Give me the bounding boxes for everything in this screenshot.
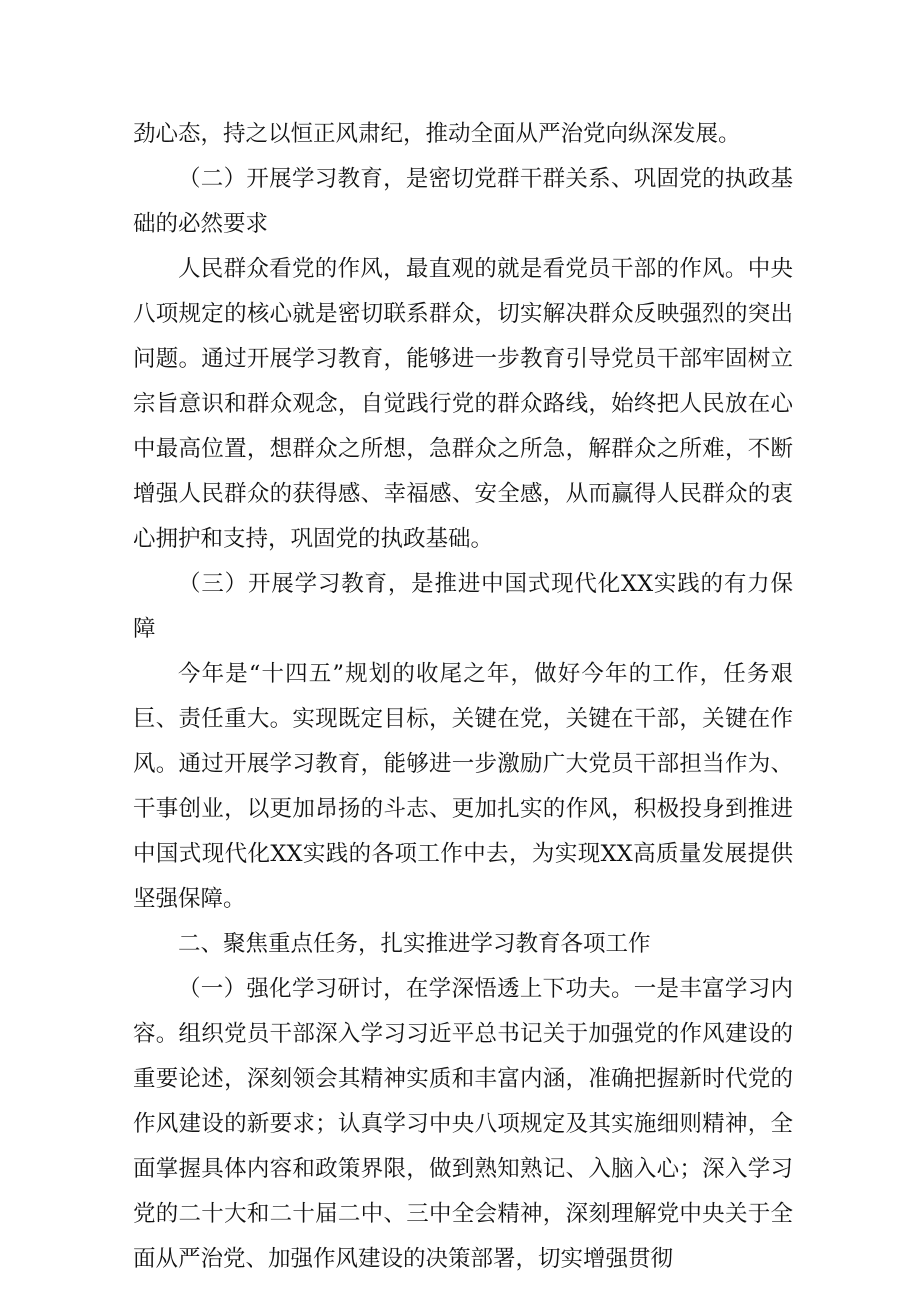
- paragraph-continuation: 劲心态，持之以恒正风肃纪，推动全面从严治党向纵深发展。: [133, 121, 741, 147]
- paragraph-body: （一）强化学习研讨，在学深悟透上下功夫。一是丰富学习内容。组织党员干部深入学习习近平总书记关于加强党的作风建设的重要论述，深刻领会其精神实质和丰富内涵，准确把握新时代党的作风建设的新要求；认真学习中央八项规定及其实施细则精神，全面掌握具体内容和政策界限，做到熟知熟记、入脑入心；深入学习党的二十大和二十届二中、三中全会精神，深刻理解党中央关于全面从严治党、加强作风建设的决策部署，切实增强贯彻: [133, 976, 793, 1272]
- subsection-heading-2: （二）开展学习教育，是密切党群干群关系、巩固党的执政基础的必然要求: [133, 166, 793, 237]
- section-heading-2: 二、聚焦重点任务，扎实推进学习教育各项工作: [178, 931, 651, 957]
- subsection-heading-3: （三）开展学习教育，是推进中国式现代化XX实践的有力保障: [133, 571, 793, 642]
- document-page: [133, 112, 793, 1282]
- paragraph-body: 人民群众看党的作风，最直观的就是看党员干部的作风。中央八项规定的核心就是密切联系群众，切实解决群众反映强烈的突出问题。通过开展学习教育，能够进一步教育引导党员干部牢固树立宗旨意识和群众观念，自觉践行党的群众路线，始终把人民放在心中最高位置，想群众之所想，急群众之所急，解群众之所难，不断增强人民群众的获得感、幸福感、安全感，从而赢得人民群众的衷心拥护和支持，巩固党的执政基础。: [133, 256, 793, 552]
- paragraph-body: 今年是“十四五”规划的收尾之年，做好今年的工作，任务艰巨、责任重大。实现既定目标，关键在党，关键在干部，关键在作风。通过开展学习教育，能够进一步激励广大党员干部担当作为、干事创业，以更加昂扬的斗志、更加扎实的作风，积极投身到推进中国式现代化XX实践的各项工作中去，为实现XX高质量发展提供坚强保障。: [133, 661, 793, 912]
